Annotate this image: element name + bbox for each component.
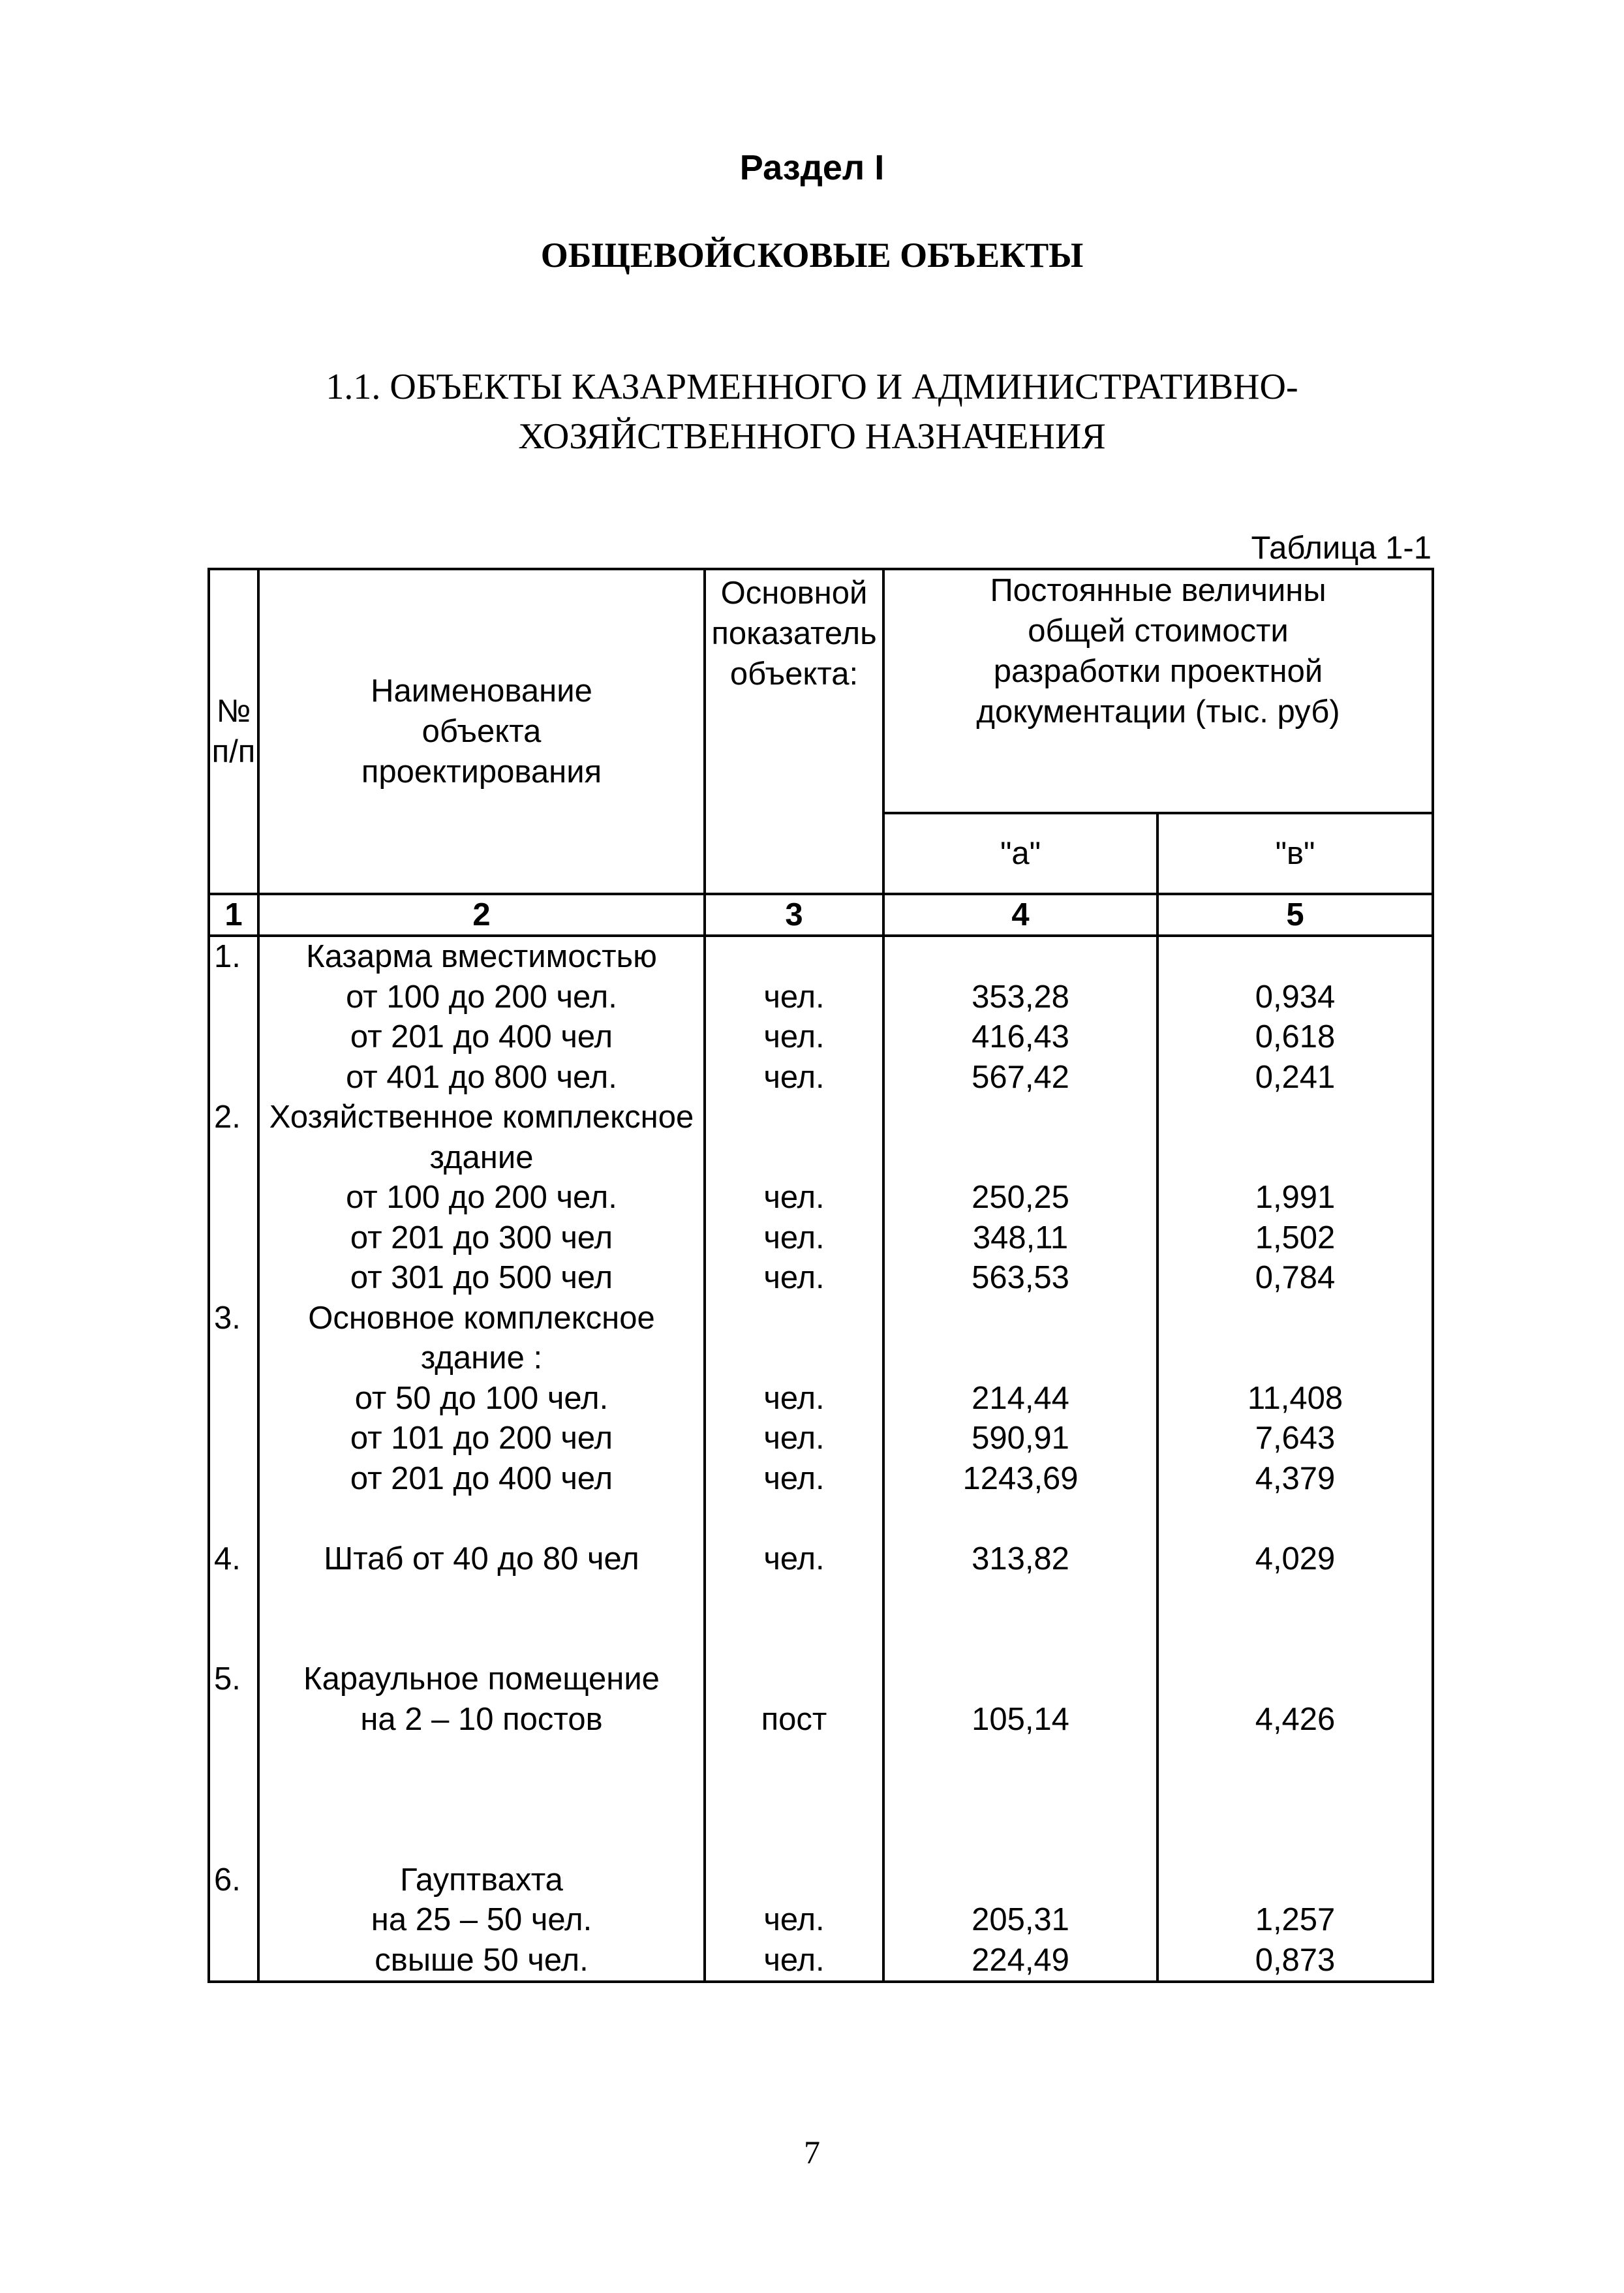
value-a: 105,14 <box>972 1701 1069 1737</box>
row-unit: чел. <box>763 1220 825 1255</box>
value-a: 224,49 <box>972 1942 1069 1978</box>
value-b: 0,873 <box>1255 1942 1336 1978</box>
item-name: на 2 – 10 постов <box>360 1701 603 1737</box>
item-name: здание <box>429 1139 534 1175</box>
row-unit: чел. <box>763 1260 825 1295</box>
item-name: Штаб от 40 до 80 чел <box>324 1541 639 1577</box>
value-a: 348,11 <box>972 1220 1069 1255</box>
item-name: Основное комплексное <box>308 1300 655 1336</box>
value-b: 7,643 <box>1255 1421 1336 1456</box>
column-number-4: 4 <box>883 894 1157 936</box>
item-name: Караульное помещение <box>303 1661 660 1697</box>
value-b: 4,379 <box>1255 1460 1336 1496</box>
page-number: 7 <box>804 2134 820 2170</box>
table-row <box>209 936 1433 1982</box>
value-b: 0,784 <box>1255 1260 1336 1295</box>
item-name: здание : <box>420 1340 543 1376</box>
row-unit: чел. <box>763 1460 825 1496</box>
value-a: 563,53 <box>972 1260 1069 1295</box>
header-col-b: "в" <box>1157 813 1433 894</box>
value-b-column <box>1157 936 1433 1982</box>
value-a: 214,44 <box>972 1380 1069 1416</box>
row-unit: чел. <box>763 1380 825 1416</box>
section-title: Раздел I <box>739 148 885 187</box>
value-b: 1,991 <box>1255 1180 1336 1215</box>
item-name: Хозяйственное комплексное <box>269 1100 694 1135</box>
header-name: Наименование объекта проектирования <box>258 569 705 894</box>
row-name: от 100 до 200 чел. <box>346 1180 617 1215</box>
value-b: 1,502 <box>1255 1220 1336 1255</box>
row-unit: чел. <box>763 1019 825 1054</box>
column-number-2: 2 <box>258 894 705 936</box>
value-a: 1243,69 <box>962 1460 1079 1496</box>
header-col-a: "а" <box>883 813 1157 894</box>
cost-table-wrapper <box>207 568 1434 1983</box>
value-a: 590,91 <box>972 1421 1069 1456</box>
value-b: 1,257 <box>1255 1902 1336 1937</box>
row-unit: пост <box>761 1701 827 1737</box>
column-number-3: 3 <box>705 894 883 936</box>
header-indicator: Основной показатель объекта: <box>705 569 883 894</box>
row-unit: чел. <box>763 1942 825 1978</box>
item-num: 2. <box>214 1100 241 1135</box>
row-unit: чел. <box>763 1180 825 1215</box>
unit-column <box>705 936 883 1982</box>
item-name: Казарма вместимостью <box>306 939 657 974</box>
value-b: 0,618 <box>1255 1019 1336 1054</box>
value-b: 4,029 <box>1255 1541 1336 1577</box>
value-b: 0,241 <box>1255 1059 1336 1095</box>
num-column <box>209 936 258 1982</box>
subsection-title-line-1: 1.1. ОБЪЕКТЫ КАЗАРМЕННОГО И АДМИНИСТРАТИВНО- <box>326 367 1298 407</box>
value-a: 205,31 <box>972 1902 1069 1937</box>
row-unit: чел. <box>763 1902 825 1937</box>
subsection-title <box>0 362 1624 461</box>
category-title: ОБЩЕВОЙСКОВЫЕ ОБЪЕКТЫ <box>540 236 1084 275</box>
header-cost: Постоянные величины общей стоимости разработки проектной документации (тыс. руб) <box>883 569 1433 813</box>
row-name: от 201 до 400 чел <box>350 1460 613 1496</box>
header-num: № п/п <box>209 569 258 894</box>
value-a-column <box>883 936 1157 1982</box>
value-a: 313,82 <box>972 1541 1069 1577</box>
cost-table <box>207 568 1434 1983</box>
value-b: 11,408 <box>1247 1380 1343 1416</box>
value-b: 0,934 <box>1255 979 1336 1015</box>
value-a: 567,42 <box>972 1059 1069 1095</box>
row-name: на 25 – 50 чел. <box>371 1902 592 1937</box>
row-name: от 101 до 200 чел <box>350 1421 613 1456</box>
row-unit: чел. <box>763 1059 825 1095</box>
item-num: 3. <box>214 1300 241 1336</box>
column-number-5: 5 <box>1157 894 1433 936</box>
item-name: Гауптвахта <box>400 1862 563 1898</box>
table-caption: Таблица 1-1 <box>1251 531 1432 566</box>
item-num: 1. <box>214 939 241 974</box>
row-unit: чел. <box>763 1541 825 1577</box>
row-name: свыше 50 чел. <box>375 1942 589 1978</box>
value-a: 250,25 <box>972 1180 1069 1215</box>
subsection-title-line-2: ХОЗЯЙСТВЕННОГО НАЗНАЧЕНИЯ <box>518 416 1106 457</box>
row-unit: чел. <box>763 1421 825 1456</box>
value-a: 353,28 <box>972 979 1069 1015</box>
row-name: от 201 до 300 чел <box>350 1220 613 1255</box>
row-name: от 100 до 200 чел. <box>346 979 617 1015</box>
column-number-1: 1 <box>209 894 258 936</box>
item-num: 4. <box>214 1541 241 1577</box>
row-unit: чел. <box>763 979 825 1015</box>
name-column <box>258 936 705 1982</box>
row-name: от 401 до 800 чел. <box>346 1059 617 1095</box>
item-num: 5. <box>214 1661 241 1697</box>
value-b: 4,426 <box>1255 1701 1336 1737</box>
value-a: 416,43 <box>972 1019 1069 1054</box>
item-num: 6. <box>214 1862 241 1898</box>
row-name: от 301 до 500 чел <box>350 1260 613 1295</box>
row-name: от 201 до 400 чел <box>350 1019 613 1054</box>
row-name: от 50 до 100 чел. <box>354 1380 609 1416</box>
